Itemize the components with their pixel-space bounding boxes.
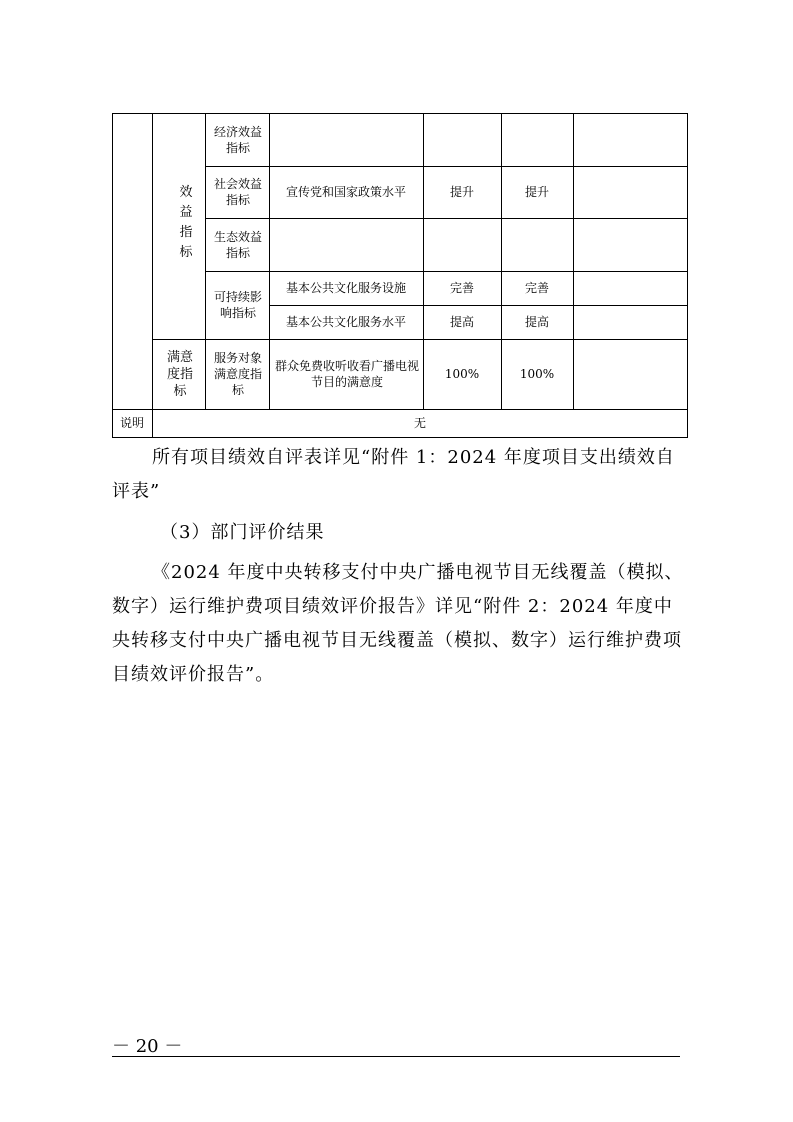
performance-table bbox=[112, 113, 688, 438]
page-number: － 20 － bbox=[112, 1036, 183, 1057]
actual-value: 提高 bbox=[524, 315, 549, 329]
sub-indicator: 服务对象满意度指标 bbox=[213, 351, 262, 397]
category-effect: 效益指标 bbox=[179, 185, 193, 260]
category-satisfaction: 满意度指标 bbox=[166, 349, 193, 399]
sub-indicator: 经济效益指标 bbox=[213, 124, 262, 155]
table-col-line bbox=[205, 113, 206, 409]
target-value: 100% bbox=[444, 367, 480, 381]
actual-value: 提升 bbox=[524, 185, 549, 199]
actual-value: 完善 bbox=[524, 281, 549, 295]
sub-indicator: 生态效益指标 bbox=[213, 229, 262, 260]
paragraph-evaluation-report: 《2024 年度中央转移支付中央广播电视节目无线覆盖（模拟、数字）运行维护费项目绩效评价报告》详见“附件 2：2024 年度中央转移支付中央广播电视节目无线覆盖（模拟、数字）运行维护费项目绩效评价报告”。 bbox=[112, 562, 684, 685]
footer-divider bbox=[112, 1056, 680, 1057]
table-border-right bbox=[687, 113, 688, 438]
table-border-bottom bbox=[112, 437, 688, 438]
target-value bbox=[423, 218, 501, 271]
indicator bbox=[272, 218, 420, 271]
indicator: 基本公共文化服务水平 bbox=[285, 315, 406, 329]
actual-value bbox=[501, 218, 573, 271]
table-col-line bbox=[152, 113, 153, 409]
table-border-left bbox=[112, 113, 113, 438]
target-value: 完善 bbox=[449, 281, 474, 295]
note bbox=[573, 271, 687, 305]
target-value: 提高 bbox=[449, 315, 474, 329]
remark-label: 说明 bbox=[119, 416, 144, 430]
note bbox=[573, 218, 687, 271]
paragraph-attachment-1: 所有项目绩效自评表详见“附件 1：2024 年度项目支出绩效自评表” bbox=[112, 447, 675, 502]
target-value bbox=[423, 113, 501, 166]
indicator: 基本公共文化服务设施 bbox=[285, 281, 406, 295]
actual-value: 100% bbox=[519, 367, 555, 381]
note bbox=[573, 305, 687, 339]
section-heading-3: （3）部门评价结果 bbox=[160, 522, 325, 543]
note bbox=[573, 113, 687, 166]
note bbox=[573, 166, 687, 218]
sub-indicator: 可持续影响指标 bbox=[213, 290, 262, 320]
sub-indicator: 社会效益指标 bbox=[213, 177, 262, 207]
table-col-line bbox=[269, 113, 270, 409]
indicator: 宣传党和国家政策水平 bbox=[285, 185, 406, 199]
remark-value: 无 bbox=[413, 416, 426, 430]
note bbox=[573, 339, 687, 409]
table-col-line bbox=[152, 409, 153, 437]
target-value: 提升 bbox=[449, 185, 474, 199]
indicator bbox=[272, 113, 420, 166]
actual-value bbox=[501, 113, 573, 166]
indicator: 群众免费收听收看广播电视节目的满意度 bbox=[275, 359, 420, 389]
